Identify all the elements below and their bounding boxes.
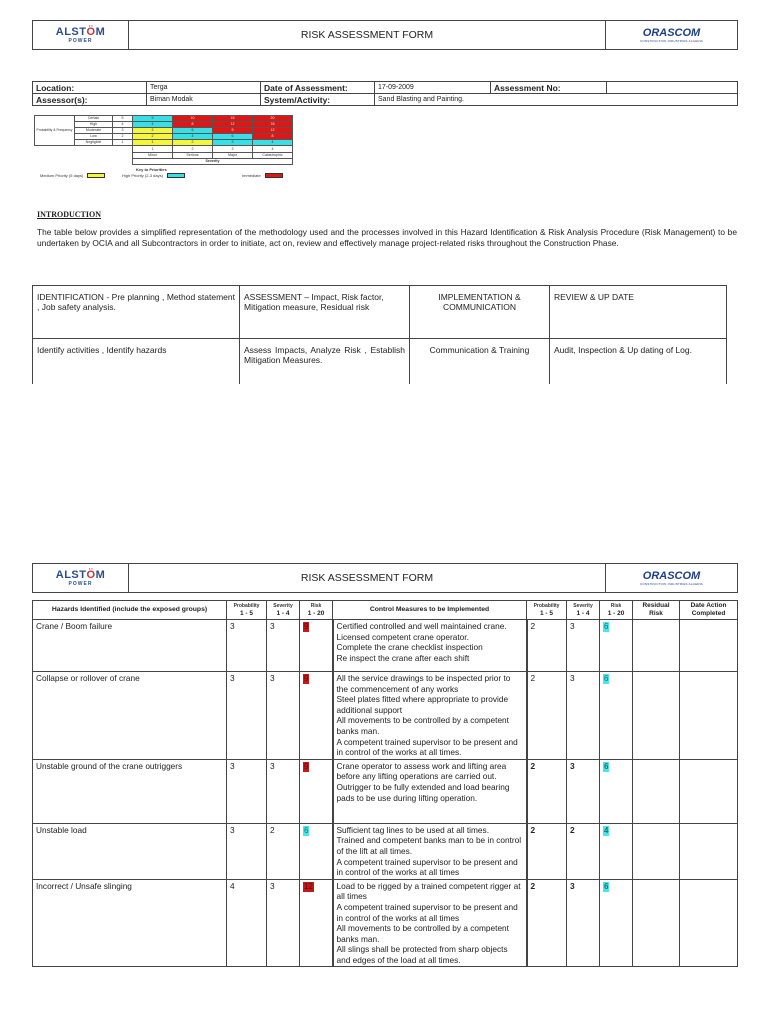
matrix-row-p: 2 (113, 134, 133, 140)
orascom-logo-text: ORASCOM (642, 569, 701, 582)
matrix-row-label: Low (75, 134, 113, 140)
date-action-cell (680, 672, 738, 760)
col-severity: Severity 1 - 4 (267, 601, 300, 620)
risk-cell (300, 759, 333, 823)
table-row (33, 759, 738, 823)
col-post-risk: Risk 1 - 20 (600, 601, 633, 620)
legend-item-medium (40, 173, 105, 178)
matrix-cell: 8 (173, 122, 213, 128)
date-label: Date of Assessment: (261, 82, 375, 94)
alstom-logo (33, 21, 129, 49)
matrix-row-p: 3 (113, 128, 133, 134)
probability-cell: 3 (227, 672, 267, 760)
matrix-row-label: Certain (75, 116, 113, 122)
alstom-logo-sub: POWER (68, 580, 93, 587)
post-probability-cell: 2 (527, 672, 567, 760)
orascom-logo-text: ORASCOM (642, 26, 701, 39)
process-assess-impacts: Assess Impacts, Analyze Risk , Establish Mitigation Measures. (240, 339, 410, 384)
controls-cell: Certified controlled and well maintained crane. Licensed competent crane operator. Complete the crane checklist inspection Re inspect the crane after each shift (333, 620, 527, 672)
assessment-no-label: Assessment No: (491, 82, 607, 94)
residual-cell (633, 823, 680, 879)
alstom-logo-text: ALSTÖM (55, 568, 106, 581)
hazard-risk-table (32, 600, 738, 967)
post-risk-cell (600, 879, 633, 967)
severity-label: Serious (173, 152, 213, 158)
matrix-cell: 4 (133, 122, 173, 128)
post-probability-cell: 2 (527, 823, 567, 879)
residual-cell (633, 620, 680, 672)
orascom-logo-sub: CONSTRUCTION INDUSTRIES ALGERIA (639, 38, 704, 43)
process-review: REVIEW & UP DATE (550, 286, 727, 339)
col-post-probability: Probability 1 - 5 (527, 601, 567, 620)
residual-cell (633, 759, 680, 823)
assessor-value: Biman Modak (147, 94, 261, 106)
yellow-swatch-icon (87, 173, 105, 178)
severity-number: 4 (253, 146, 293, 152)
matrix-cell: 16 (253, 122, 293, 128)
severity-cell: 3 (267, 672, 300, 760)
post-probability-cell: 2 (527, 620, 567, 672)
risk-cell (300, 879, 333, 967)
date-action-cell (680, 759, 738, 823)
matrix-row-p: 1 (113, 140, 133, 146)
matrix-cell: 2 (173, 140, 213, 146)
col-probability: Probability 1 - 5 (227, 601, 267, 620)
post-severity-cell: 3 (567, 759, 600, 823)
col-date-action: Date Action Completed (680, 601, 738, 620)
matrix-row-label: High (75, 122, 113, 128)
severity-label: Major (213, 152, 253, 158)
matrix-cell: 12 (213, 122, 253, 128)
table-row (33, 823, 738, 879)
alstom-logo-sub: POWER (68, 37, 93, 44)
risk-badge: 9 (304, 761, 309, 771)
matrix-cell: 1 (133, 140, 173, 146)
risk-badge: 6 (604, 622, 609, 631)
legend-label: Immediate (242, 173, 261, 178)
matrix-cell: 12 (253, 128, 293, 134)
introduction-heading: INTRODUCTION (37, 210, 102, 219)
matrix-cell: 8 (253, 134, 293, 140)
severity-cell: 2 (267, 823, 300, 879)
matrix-cell: 10 (173, 116, 213, 122)
severity-cell: 3 (267, 759, 300, 823)
matrix-cell: 6 (173, 128, 213, 134)
matrix-cell: 4 (253, 140, 293, 146)
severity-title: Severity (133, 158, 293, 164)
severity-cell: 3 (267, 879, 300, 967)
severity-number: 3 (213, 146, 253, 152)
matrix-cell: 2 (133, 134, 173, 140)
post-probability-cell: 2 (527, 879, 567, 967)
matrix-row-label: Negligible (75, 140, 113, 146)
controls-cell: Sufficient tag lines to be used at all times. Trained and competent banks man to be in control of the lift at all times. A competent trained supervisor to be present and in control of the works at all times (333, 823, 527, 879)
matrix-cell: 15 (213, 116, 253, 122)
matrix-cell: 3 (213, 140, 253, 146)
residual-cell (633, 879, 680, 967)
table-row (33, 879, 738, 967)
legend-label: High Priority (2-3 days) (122, 173, 163, 178)
legend-item-immediate (242, 173, 283, 178)
controls-cell: Crane operator to assess work and lifting area before any lifting operations are carried out. Outrigger to be fully extended and load bearing pads to be use during lifting operation. (333, 759, 527, 823)
risk-badge: 6 (304, 825, 309, 835)
assessment-info-table (32, 81, 738, 106)
orascom-logo (605, 564, 737, 592)
post-severity-cell: 3 (567, 672, 600, 760)
risk-badge: 6 (604, 761, 609, 771)
location-value: Terga (147, 82, 261, 94)
matrix-axis-label: Probability & Frequency (35, 116, 75, 146)
hazard-cell: Incorrect / Unsafe slinging (33, 879, 227, 967)
assessment-no-value (607, 82, 738, 94)
page-title: RISK ASSESSMENT FORM (300, 29, 434, 41)
severity-label: Minor (133, 152, 173, 158)
table-row (33, 620, 738, 672)
matrix-cell: 6 (213, 134, 253, 140)
col-risk: Risk 1 - 20 (300, 601, 333, 620)
col-controls: Control Measures to be Implemented (333, 601, 527, 620)
controls-cell: All the service drawings to be inspected prior to the commencement of any works Steel plates fitted where appropriate to provide additional support All movements to be controlled by a competent banks man. A competent trained supervisor to be present and in control of the works at all times. (333, 672, 527, 760)
risk-matrix (34, 115, 293, 165)
process-assessment: ASSESSMENT – Impact, Risk factor, Mitigation measure, Residual risk (240, 286, 410, 339)
post-severity-cell: 3 (567, 620, 600, 672)
alstom-logo-text: ALSTÖM (55, 25, 106, 38)
matrix-cell: 5 (133, 116, 173, 122)
date-action-cell (680, 879, 738, 967)
red-swatch-icon (265, 173, 283, 178)
post-risk-cell (600, 672, 633, 760)
hazard-cell: Crane / Boom failure (33, 620, 227, 672)
process-communication: Communication & Training (410, 339, 550, 384)
post-probability-cell: 2 (527, 759, 567, 823)
matrix-row-p: 4 (113, 122, 133, 128)
matrix-cell: 9 (213, 128, 253, 134)
risk-badge: 4 (604, 825, 609, 835)
process-identification: IDENTIFICATION - Pre planning , Method statement , Job safety analysis. (33, 286, 240, 339)
page-title: RISK ASSESSMENT FORM (300, 572, 434, 584)
col-post-severity: Severity 1 - 4 (567, 601, 600, 620)
page2-header (32, 563, 738, 593)
post-severity-cell: 3 (567, 879, 600, 967)
risk-cell (300, 823, 333, 879)
orascom-logo (605, 21, 737, 49)
legend-label: Medium Priority (5 days) (40, 173, 84, 178)
system-value: Sand Blasting and Painting. (375, 94, 738, 106)
matrix-cell: 3 (133, 128, 173, 134)
date-action-cell (680, 620, 738, 672)
residual-cell (633, 672, 680, 760)
probability-cell: 3 (227, 759, 267, 823)
location-label: Location: (33, 82, 147, 94)
process-table (32, 285, 727, 384)
post-risk-cell (600, 823, 633, 879)
col-hazards: Hazards Identified (include the exposed groups) (33, 601, 227, 620)
hazard-cell: Unstable load (33, 823, 227, 879)
legend-item-high (122, 173, 185, 178)
introduction-text: The table below provides a simplified representation of the methodology used and the processes involved in this Hazard Identification & Risk Analysis Procedure (Risk Management) to be undertaken by OCIA and all Subcontractors in order to initiate, act on, review and effectively manage project-related risks throughout the Construction Phase. (37, 227, 737, 248)
probability-cell: 3 (227, 823, 267, 879)
severity-number: 2 (173, 146, 213, 152)
matrix-cell: 20 (253, 116, 293, 122)
orascom-logo-sub: CONSTRUCTION INDUSTRIES ALGERIA (639, 581, 704, 586)
date-action-cell (680, 823, 738, 879)
risk-cell (300, 672, 333, 760)
hazard-cell: Collapse or rollover of crane (33, 672, 227, 760)
post-risk-cell (600, 620, 633, 672)
cyan-swatch-icon (167, 173, 185, 178)
col-residual: Residual Risk (633, 601, 680, 620)
matrix-row-label: Moderate (75, 128, 113, 134)
legend-title: Key to Priorities (136, 167, 167, 172)
risk-badge: 9 (304, 674, 309, 683)
hazard-cell: Unstable ground of the crane outriggers (33, 759, 227, 823)
matrix-row-p: 5 (113, 116, 133, 122)
risk-badge: 6 (604, 881, 609, 891)
post-risk-cell (600, 759, 633, 823)
probability-cell: 4 (227, 879, 267, 967)
severity-cell: 3 (267, 620, 300, 672)
table-row (33, 672, 738, 760)
severity-label: Catastrophic (253, 152, 293, 158)
page1-header (32, 20, 738, 50)
risk-badge: 9 (304, 622, 309, 631)
process-audit: Audit, Inspection & Up dating of Log. (550, 339, 727, 384)
risk-badge: 6 (604, 674, 609, 683)
matrix-cell: 4 (173, 134, 213, 140)
date-value: 17-09-2009 (375, 82, 491, 94)
assessor-label: Assessor(s): (33, 94, 147, 106)
probability-cell: 3 (227, 620, 267, 672)
risk-cell (300, 620, 333, 672)
system-label: System/Activity: (261, 94, 375, 106)
post-severity-cell: 2 (567, 823, 600, 879)
risk-badge: 12 (304, 881, 313, 891)
alstom-logo (33, 564, 129, 592)
process-implementation: IMPLEMENTATION & COMMUNICATION (410, 286, 550, 339)
process-identify-activities: Identify activities , Identify hazards (33, 339, 240, 384)
severity-number: 1 (133, 146, 173, 152)
controls-cell: Load to be rigged by a trained competent rigger at all times A competent trained supervisor to be present and in control of the works at all times All movements to be controlled by a competent banks man. All slings shall be protected from sharp objects and edges of the load at all times. (333, 879, 527, 967)
